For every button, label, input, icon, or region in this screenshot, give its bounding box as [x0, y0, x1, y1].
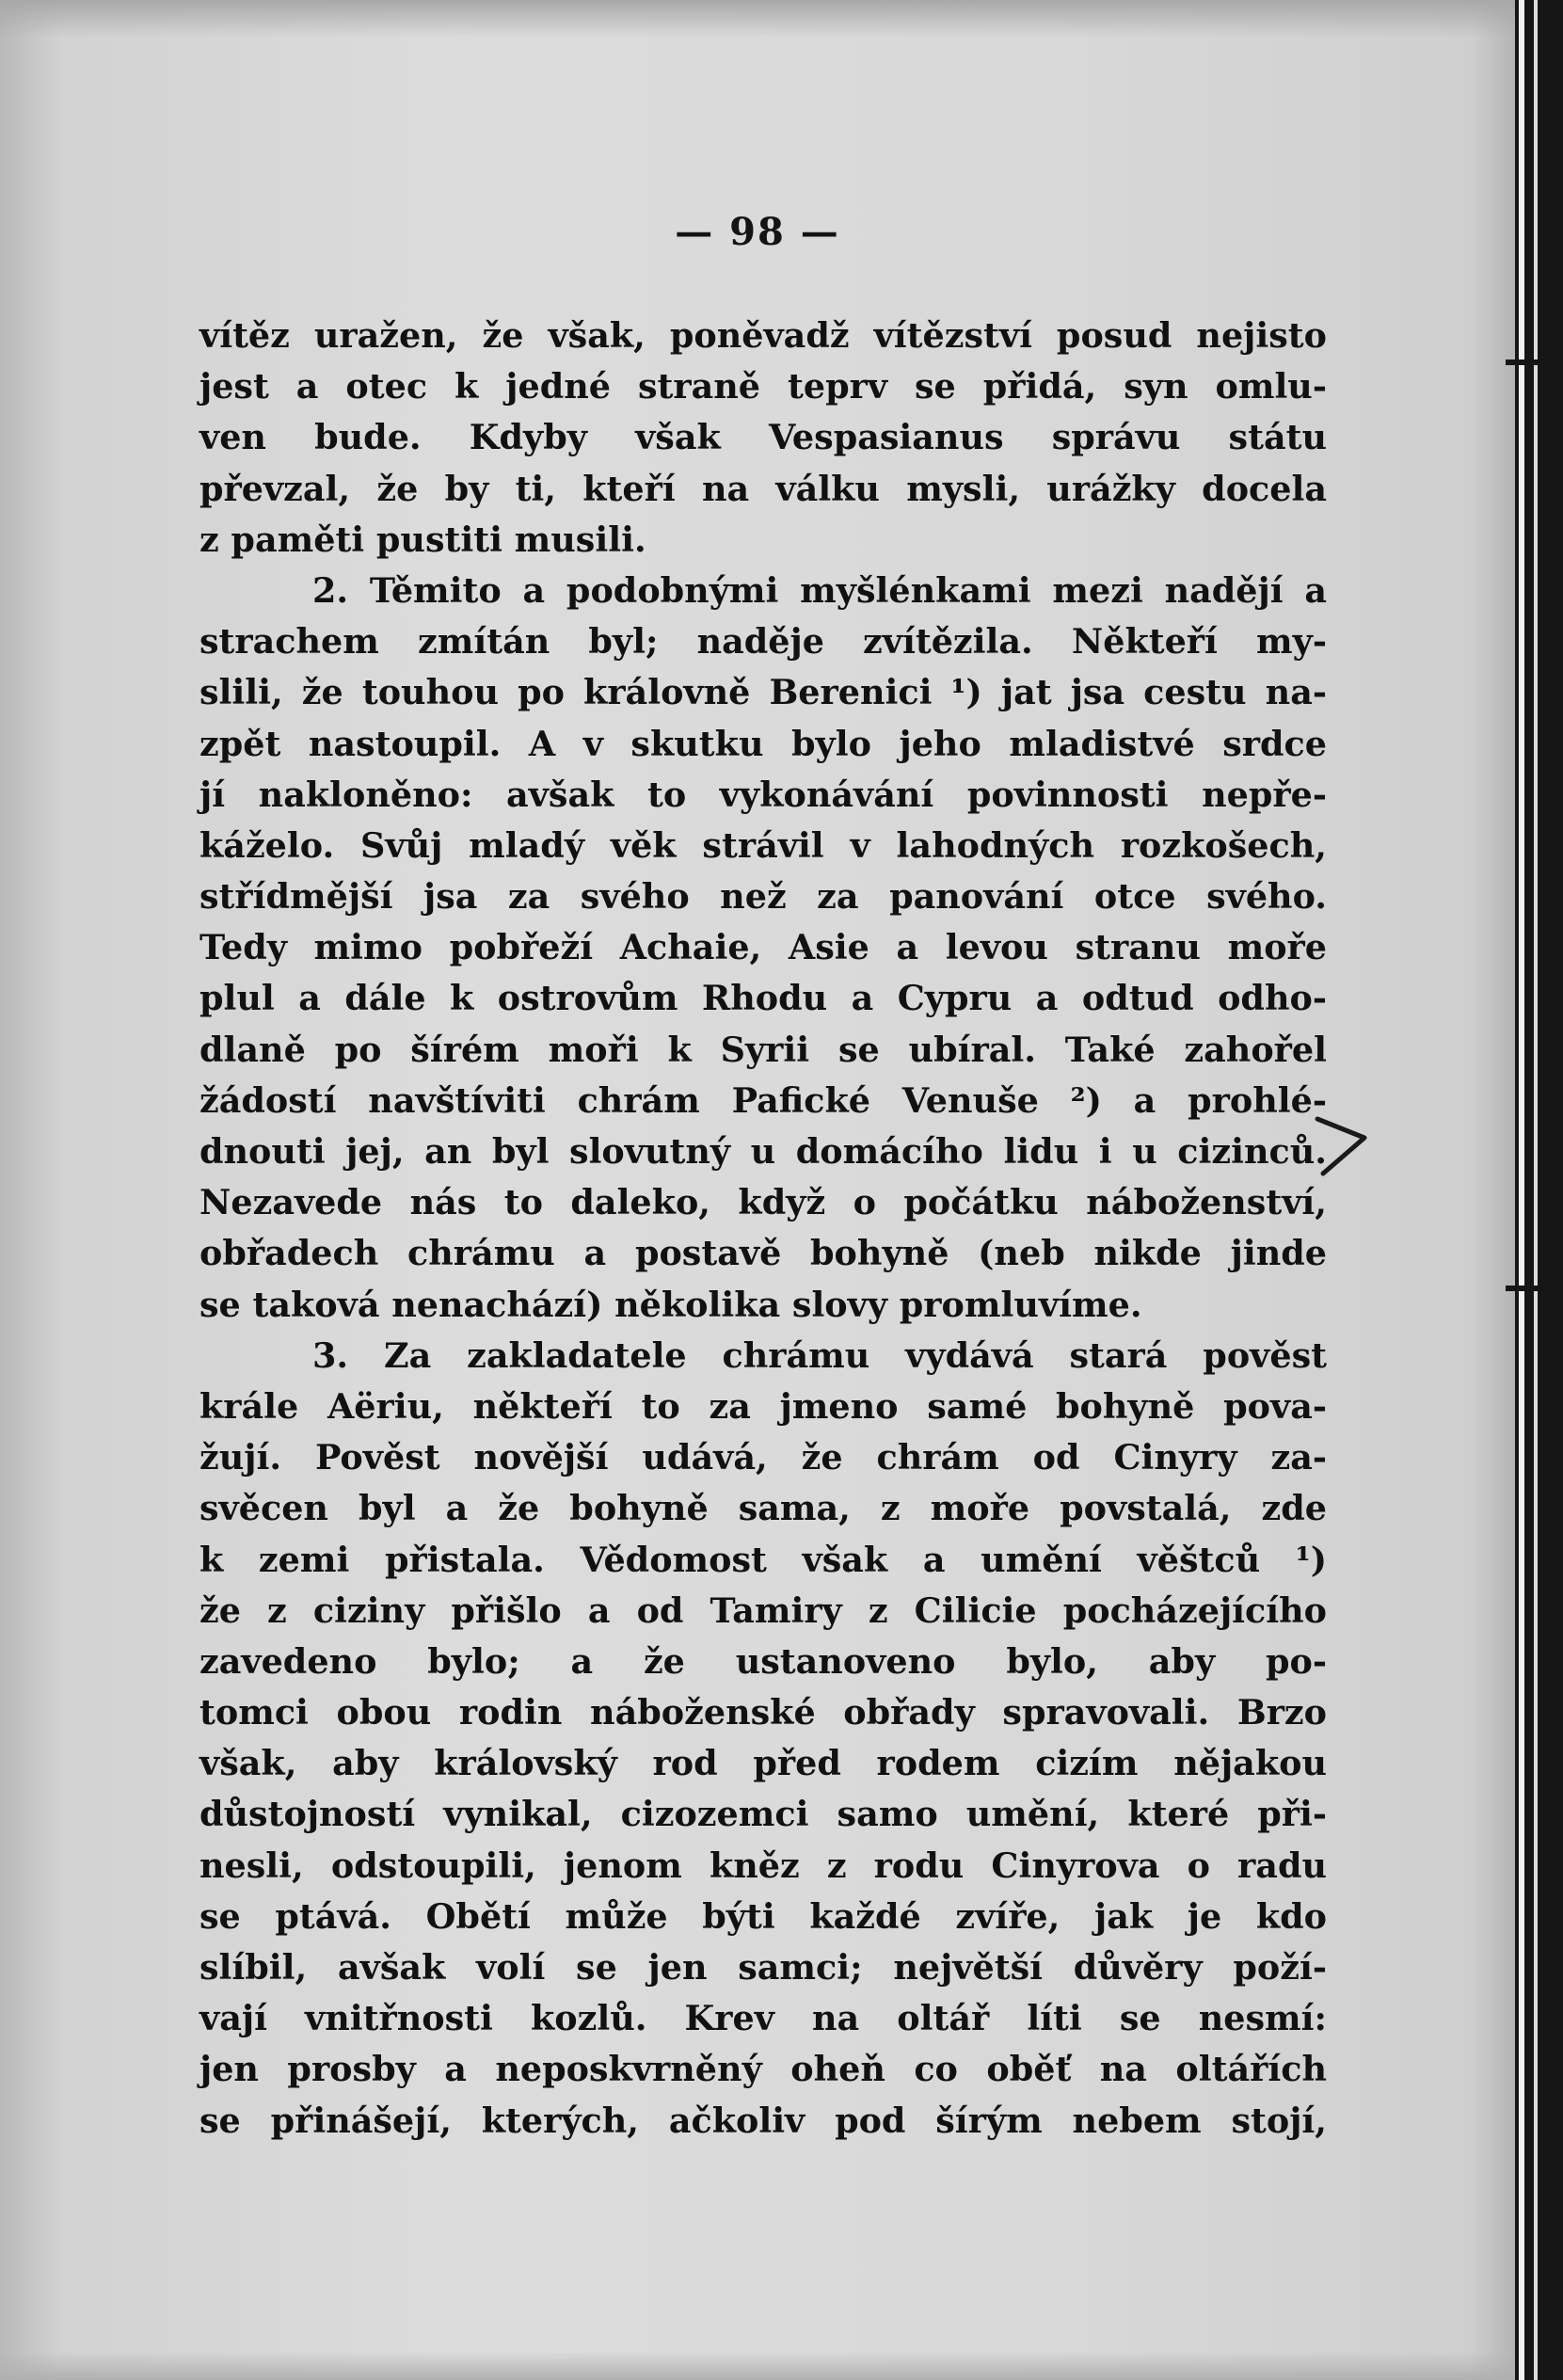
- page-edge-line: [1534, 0, 1538, 2380]
- text-line: dnouti jej, an byl slovutný u domácího lidu i u cizinců.: [199, 1131, 1327, 1172]
- text-line: krále Aëriu, někteří to za jmeno samé bohyně pova-: [199, 1385, 1327, 1427]
- body-text: [199, 311, 1327, 2147]
- text-line: plul a dále k ostrovům Rhodu a Cypru a odtud odho-: [199, 978, 1327, 1019]
- edge-tick: [1506, 359, 1543, 365]
- text-line: Nezavede nás to daleko, když o počátku náboženství,: [199, 1182, 1327, 1223]
- text-line: se ptává. Obětí může býti každé zvíře, jak je kdo: [199, 1895, 1327, 1937]
- text-line: vítěz uražen, že však, poněvadž vítězství posud nejisto: [199, 315, 1327, 356]
- text-line: ven bude. Kdyby však Vespasianus správu státu: [199, 417, 1327, 458]
- text-line: však, aby královský rod před rodem cizím nějakou: [199, 1743, 1327, 1784]
- text-line: z paměti pustiti musili.: [199, 519, 646, 560]
- page-number: — 98 —: [675, 210, 840, 254]
- text-line: zavedeno bylo; a že ustanoveno bylo, aby po-: [199, 1640, 1327, 1682]
- text-line: žují. Pověst novější udává, že chrám od Cinyry za-: [199, 1437, 1327, 1478]
- text-line: se taková nenachází) několika slovy promluvíme.: [199, 1284, 1142, 1325]
- text-line: tomci obou rodin náboženské obřady spravovali. Brzo: [199, 1692, 1327, 1733]
- text-line: svěcen byl a že bohyně sama, z moře povstalá, zde: [199, 1488, 1327, 1529]
- text-line: střídmější jsa za svého než za panování otce svého.: [199, 876, 1327, 918]
- text-line: jest a otec k jedné straně teprv se přidá, syn omlu-: [199, 366, 1327, 407]
- text-line: jí nakloněno: avšak to vykonávání povinnosti nepře-: [199, 774, 1327, 815]
- text-line: žádostí navštíviti chrám Pafické Venuše ²) a prohlé-: [199, 1079, 1327, 1121]
- text-line: se přinášejí, kterých, ačkoliv pod šírým nebem stojí,: [199, 2100, 1327, 2141]
- edge-tick: [1506, 1286, 1543, 1291]
- text-line: že z ciziny přišlo a od Tamiry z Cilicie pocházejícího: [199, 1589, 1327, 1631]
- text-line: slíbil, avšak volí se jen samci; největší důvěry poží-: [199, 1947, 1327, 1988]
- text-line: zpět nastoupil. A v skutku bylo jeho mladistvé srdce: [199, 723, 1327, 764]
- paragraph-start-line: 2. Těmito a podobnými myšlénkami mezi nadějí a: [312, 569, 1327, 611]
- text-line: vají vnitřnosti kozlů. Krev na oltář líti se nesmí:: [199, 1998, 1327, 2039]
- margin-checkmark-icon: [1310, 1115, 1376, 1181]
- page-edge-line: [1519, 0, 1524, 2380]
- text-line: k zemi přistala. Vědomost však a umění věštců ¹): [199, 1539, 1327, 1580]
- text-line: převzal, že by ti, kteří na válku mysli, urážky docela: [199, 468, 1327, 509]
- text-line: důstojností vynikal, cizozemci samo umění, které při-: [199, 1794, 1327, 1835]
- text-line: dlaně po šírém moři k Syrii se ubíral. Také zahořel: [199, 1029, 1327, 1070]
- paragraph-start-line: 3. Za zakladatele chrámu vydává stará pověst: [312, 1334, 1327, 1376]
- text-line: slili, že touhou po královně Berenici ¹) jat jsa cestu na-: [199, 672, 1327, 713]
- text-line: Tedy mimo pobřeží Achaie, Asie a levou stranu moře: [199, 927, 1327, 968]
- text-line: strachem zmítán byl; naděje zvítězila. Někteří my-: [199, 621, 1327, 663]
- text-line: obřadech chrámu a postavě bohyně (neb nikde jinde: [199, 1233, 1327, 1274]
- text-line: káželo. Svůj mladý věk strávil v lahodných rozkošech,: [199, 824, 1327, 866]
- text-line: jen prosby a neposkvrněný oheň co oběť na oltářích: [199, 2049, 1327, 2090]
- text-line: nesli, odstoupili, jenom kněz z rodu Cinyrova o radu: [199, 1845, 1327, 1886]
